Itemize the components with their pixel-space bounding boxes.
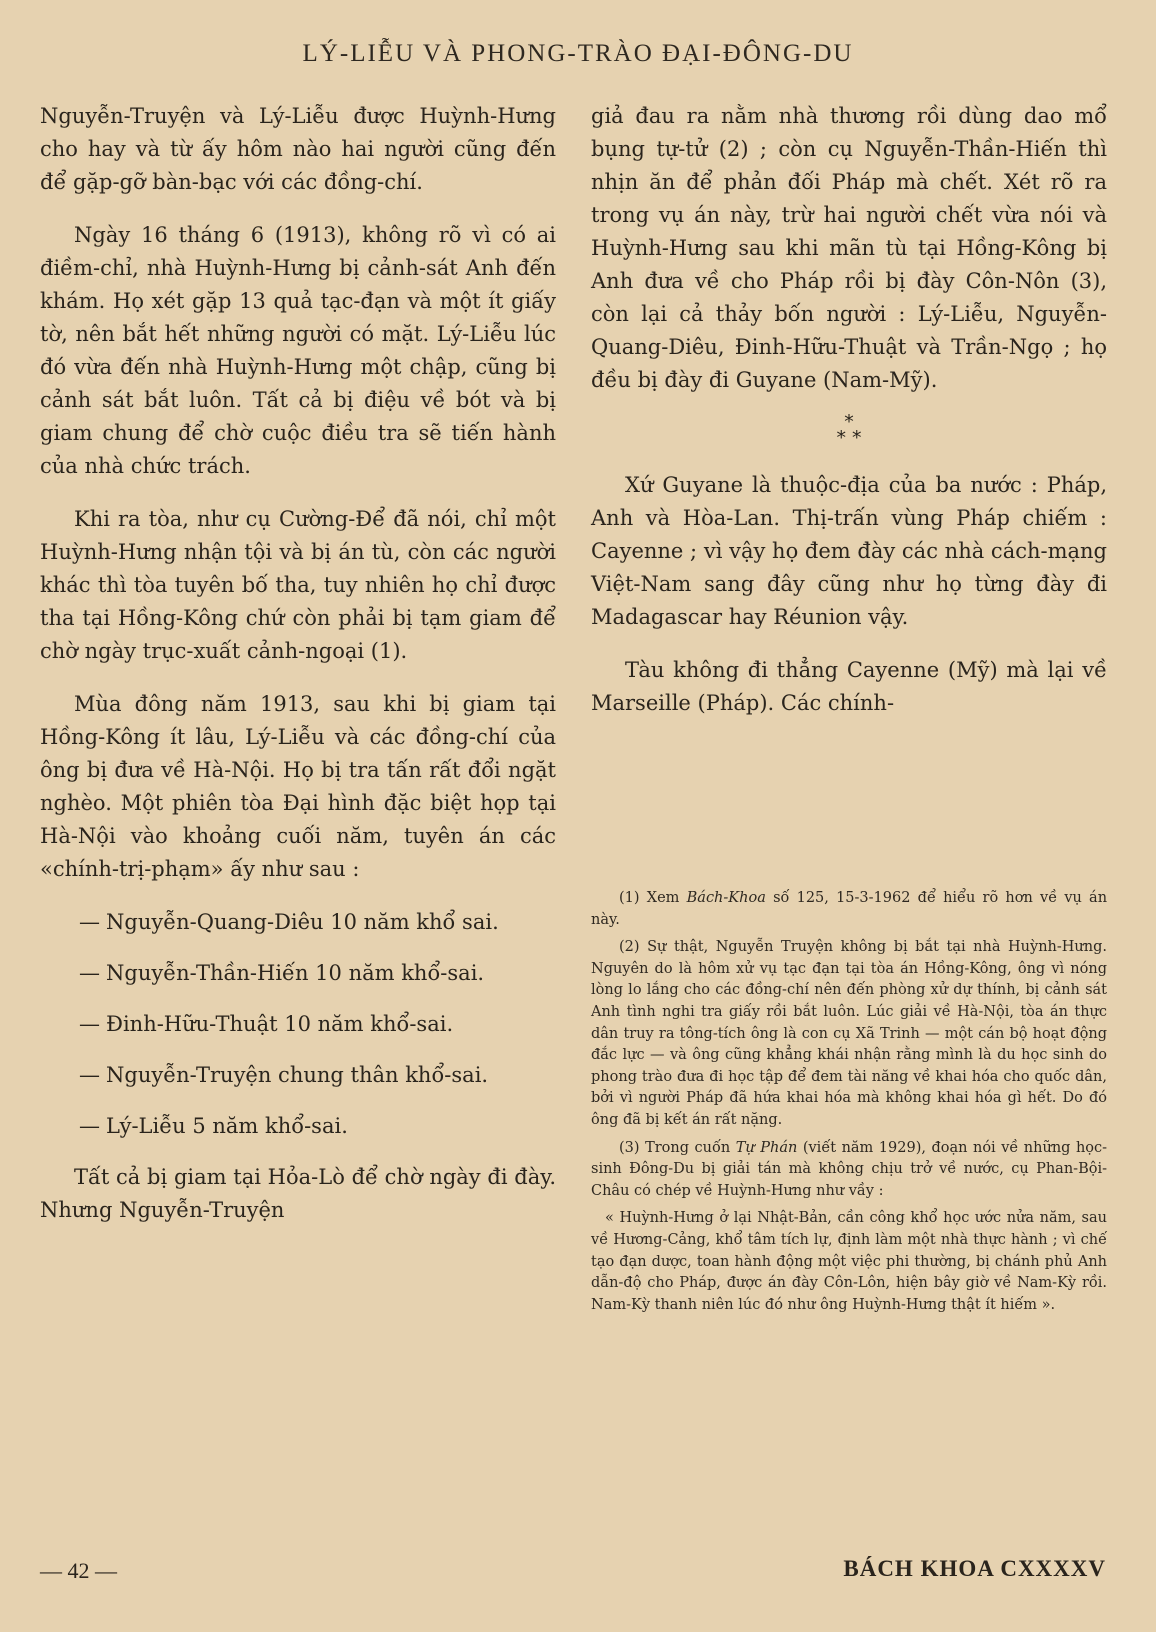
- footnote-text: Trong cuốn: [645, 1139, 731, 1156]
- left-column: [40, 100, 556, 1227]
- footnote-source-title: Tự Phán: [735, 1139, 798, 1156]
- footnote-text: số 125, 15-3-1962 để hiểu rõ hơn về vụ án này.: [591, 890, 1108, 928]
- sentence-dash: —: [79, 1012, 100, 1036]
- sentence-text: Nguyễn-Thần-Hiến 10 năm khổ-sai.: [106, 961, 485, 985]
- body-paragraph: Mùa đông năm 1913, sau khi bị giam tại Hồng-Kông ít lâu, Lý-Liễu và các đồng-chí của ông bị đưa về Hà-Nội. Họ bị tra tấn rất đổi ngặt nghèo. Một phiên tòa Đại hình đặc biệt họp tại Hà-Nội vào khoảng cuối năm, tuyên án các «chính-trị-phạm» ấy như sau :: [40, 692, 556, 881]
- body-paragraph: Khi ra tòa, như cụ Cường-Để đã nói, chỉ một Huỳnh-Hưng nhận tội và bị án tù, còn các người khác thì tòa tuyên bố tha, tuy nhiên họ chỉ được tha tại Hồng-Kông chứ còn phải bị tạm giam để chờ ngày trục-xuất cảnh-ngoại (1).: [40, 507, 556, 663]
- page-number: — 42 —: [40, 1558, 117, 1583]
- footnote-text: (viết năm 1929), đoạn nói về những học-sinh Đông-Du bị giải tán mà không chịu trở về nước, cụ Phan-Bội-Châu có chép về Huỳnh-Hưng như vầy :: [591, 1139, 1108, 1199]
- body-paragraph: Xứ Guyane là thuộc-địa của ba nước : Pháp, Anh và Hòa-Lan. Thị-trấn vùng Pháp chiếm : Cayenne ; vì vậy họ đem đày các nhà cách-mạng Việt-Nam sang đây cũng như họ từng đày đi Madagascar hay Réunion vậy.: [591, 473, 1107, 629]
- sentence-text: Nguyễn-Quang-Diêu 10 năm khổ sai.: [106, 910, 499, 934]
- section-asterism: [591, 411, 1107, 449]
- asterism-top: *: [844, 411, 854, 433]
- footnote-source-title: Bách-Khoa: [686, 890, 766, 906]
- sentence-dash: —: [79, 1063, 100, 1087]
- body-paragraph: Ngày 16 tháng 6 (1913), không rõ vì có ai điềm-chỉ, nhà Huỳnh-Hưng bị cảnh-sát Anh đến khám. Họ xét gặp 13 quả tạc-đạn và một ít giấy tờ, nên bắt hết những người có mặt. Lý-Liễu lúc đó vừa đến nhà Huỳnh-Hưng một chập, cũng bị cảnh sát bắt luôn. Tất cả bị điệu về bót và bị giam chung để chờ cuộc điều tra sẽ tiến hành của nhà chức trách.: [40, 223, 556, 478]
- sentence-text: Lý-Liễu 5 năm khổ-sai.: [106, 1114, 348, 1138]
- right-column: [591, 100, 1107, 720]
- asterism-bottom: * *: [836, 427, 862, 449]
- footnote-3: [591, 1138, 1107, 1203]
- footnote-number: (3): [619, 1139, 640, 1156]
- body-paragraph: Nguyễn-Truyện và Lý-Liễu được Huỳnh-Hưng cho hay và từ ấy hôm nào hai người cũng đến để gặp-gỡ bàn-bạc với các đồng-chí.: [40, 104, 556, 194]
- sentence-item: [40, 906, 556, 939]
- footnote-3-quote: « Huỳnh-Hưng ở lại Nhật-Bản, cần công khổ học ước nửa năm, sau về Hương-Cảng, khổ tâm tích lự, định làm một nhà thực hành ; vì chế tạo đạn dược, toan hành động một việc phi thường, bị chánh phủ Anh dẫn-độ cho Pháp, được án đày Côn-Lôn, hiện bây giờ về Nam-Kỳ rồi. Nam-Kỳ thanh niên lúc đó như ông Huỳnh-Hưng thật ít hiếm ».: [591, 1210, 1107, 1313]
- body-paragraph-closing: Tất cả bị giam tại Hỏa-Lò để chờ ngày đi đày. Nhưng Nguyễn-Truyện: [40, 1165, 556, 1222]
- sentence-dash: —: [79, 1114, 100, 1138]
- sentence-item: [40, 1110, 556, 1143]
- running-title: LÝ-LIỄU VÀ PHONG-TRÀO ĐẠI-ĐÔNG-DU: [302, 40, 854, 67]
- footnote-text: Sự thật, Nguyễn Truyện không bị bắt tại nhà Huỳnh-Hưng. Nguyên do là hôm xử vụ tạc đạn tại tòa án Hồng-Kông, ông vì nóng lòng lo lắng cho các đồng-chí nên đến phòng xử dự thính, bị cảnh sát Anh tình nghi tra giấy rồi bắt luôn. Lúc giải về Hà-Nội, tòa án thực dân truy ra tông-tích ông là con cụ Xã Trinh — một cán bộ hoạt động đắc lực — và ông cũng khẳng khái nhận rằng mình là du học sinh do phong trào đưa đi học tập để đem tài năng về khai hóa cho quốc dân, bởi vì người Pháp đã hứa khai hóa mà không khai hóa gì hết. Do đó ông đã bị kết án rất nặng.: [591, 939, 1108, 1128]
- body-paragraph-continued: giả đau ra nằm nhà thương rồi dùng dao mổ bụng tự-tử (2) ; còn cụ Nguyễn-Thần-Hiến thì nhịn ăn để phản đối Pháp mà chết. Xét rõ ra trong vụ án này, trừ hai người chết vừa nói và Huỳnh-Hưng sau khi mãn tù tại Hồng-Kông bị Anh đưa về cho Pháp rồi bị đày Côn-Nôn (3), còn lại cả thảy bốn người : Lý-Liễu, Nguyễn-Quang-Diêu, Đinh-Hữu-Thuật và Trần-Ngọ ; họ đều bị đày đi Guyane (Nam-Mỹ).: [591, 104, 1107, 392]
- magazine-issue: BÁCH KHOA CXXXXV: [843, 1556, 1106, 1581]
- body-paragraph: Tàu không đi thẳng Cayenne (Mỹ) mà lại về Marseille (Pháp). Các chính-: [591, 658, 1107, 715]
- sentence-text: Nguyễn-Truyện chung thân khổ-sai.: [106, 1063, 489, 1087]
- footnote-1: [591, 888, 1107, 931]
- footnote-number: (2): [619, 939, 640, 956]
- sentence-item: [40, 957, 556, 990]
- footnotes: [591, 888, 1107, 1322]
- footnote-text: Xem: [646, 890, 680, 906]
- sentence-text: Đinh-Hữu-Thuật 10 năm khổ-sai.: [106, 1012, 454, 1036]
- footnote-2: [591, 937, 1107, 1131]
- footnote-number: (1): [619, 890, 640, 906]
- sentence-dash: —: [79, 961, 100, 985]
- sentence-dash: —: [79, 910, 100, 934]
- sentence-item: [40, 1059, 556, 1092]
- sentence-item: [40, 1008, 556, 1041]
